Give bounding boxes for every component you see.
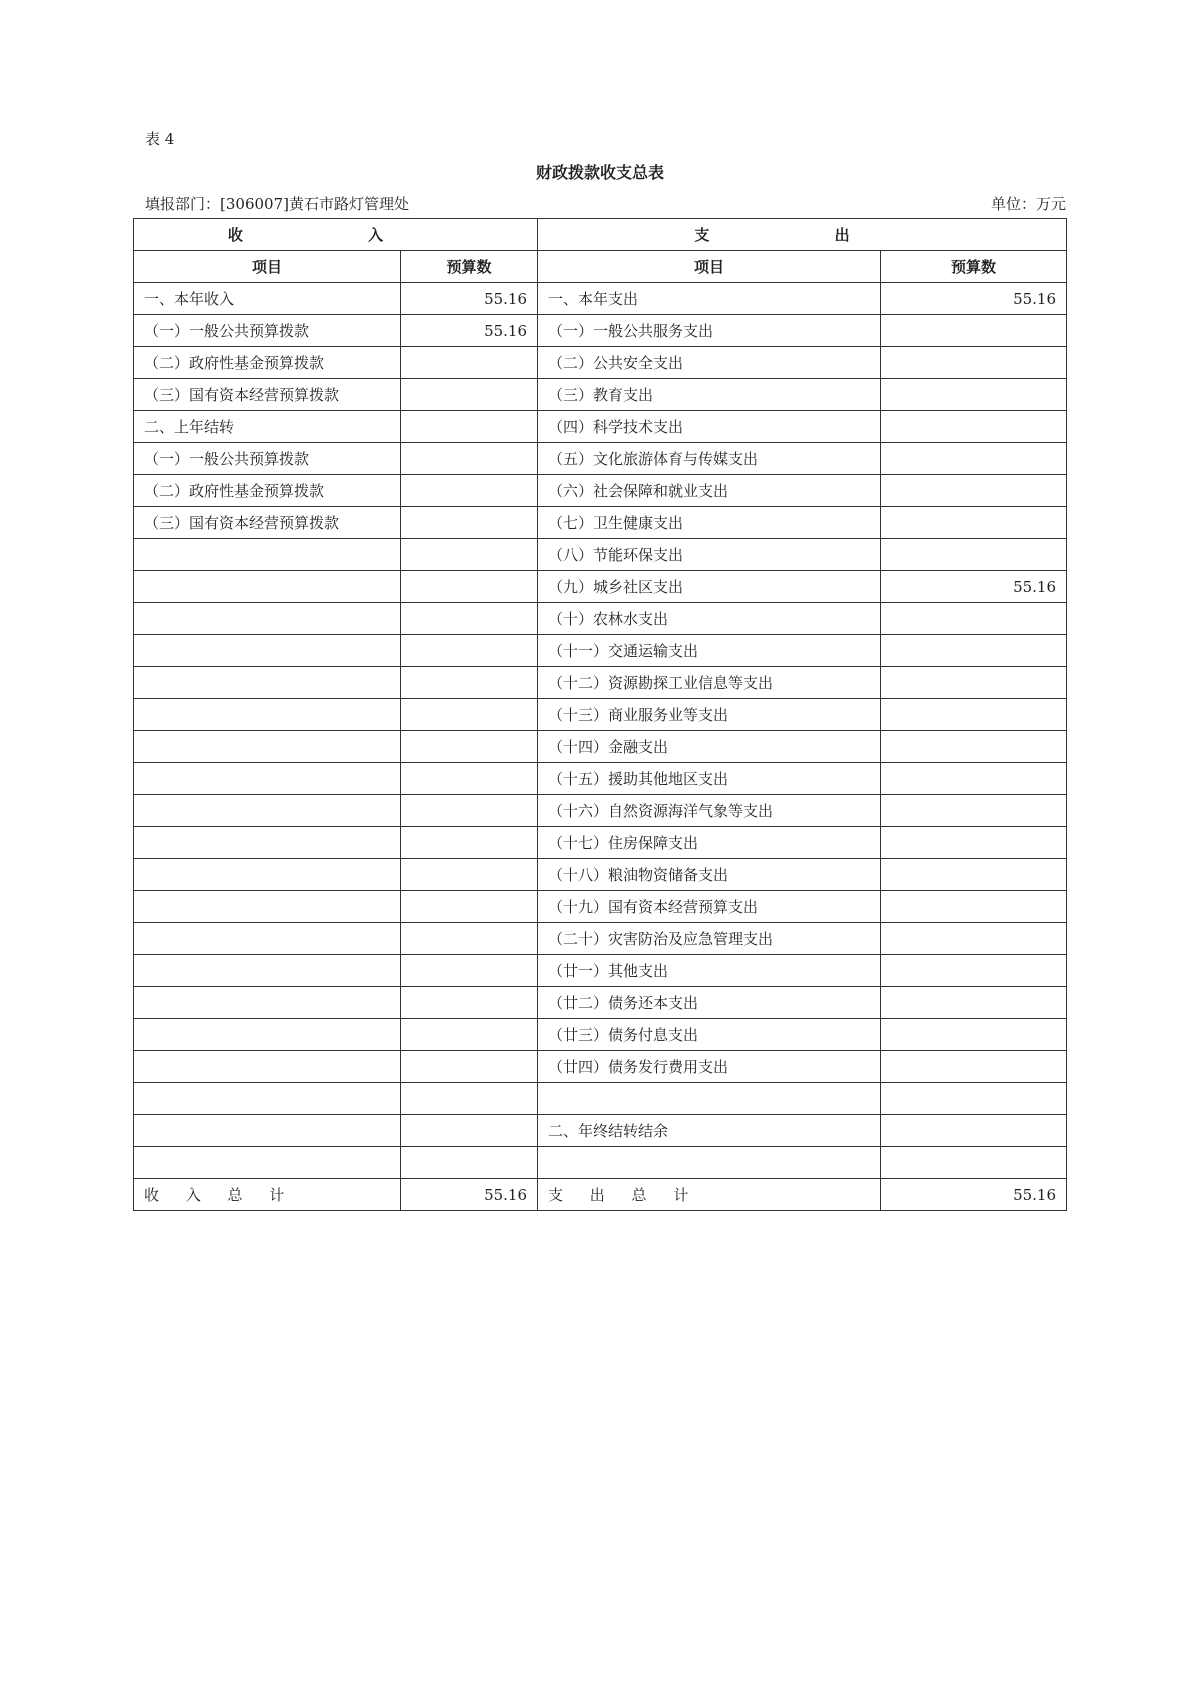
table-row	[134, 923, 1067, 955]
income-budget-header: 预算数	[401, 251, 538, 283]
expense-value-cell	[881, 923, 1067, 955]
table-row	[134, 475, 1067, 507]
expense-item-cell: （六）社会保障和就业支出	[538, 475, 881, 507]
table-row	[134, 347, 1067, 379]
table-row	[134, 411, 1067, 443]
table-row	[134, 1115, 1067, 1147]
total-row	[134, 1179, 1067, 1211]
income-value-cell	[401, 571, 538, 603]
expense-value-cell	[881, 379, 1067, 411]
income-item-cell	[134, 1051, 401, 1083]
expense-item-cell: （廿四）债务发行费用支出	[538, 1051, 881, 1083]
expense-item-cell: （四）科学技术支出	[538, 411, 881, 443]
expense-item-cell: （廿一）其他支出	[538, 955, 881, 987]
income-value-cell	[401, 987, 538, 1019]
income-value-cell	[401, 699, 538, 731]
expense-item-cell: （九）城乡社区支出	[538, 571, 881, 603]
table-row	[134, 1147, 1067, 1179]
table-row	[134, 827, 1067, 859]
unit-label: 单位：万元	[990, 195, 1066, 213]
income-value-cell	[401, 827, 538, 859]
income-value-cell: 55.16	[401, 315, 538, 347]
table-row	[134, 1051, 1067, 1083]
income-value-cell	[401, 763, 538, 795]
income-item-cell	[134, 923, 401, 955]
income-item-cell	[134, 667, 401, 699]
expense-total-label	[538, 1179, 881, 1211]
table-number: 表 4	[145, 130, 175, 148]
expense-value-cell	[881, 955, 1067, 987]
expense-item-cell: （十三）商业服务业等支出	[538, 699, 881, 731]
income-value-cell	[401, 475, 538, 507]
expense-value-cell	[881, 1115, 1067, 1147]
income-value-cell	[401, 923, 538, 955]
expense-value-cell	[881, 539, 1067, 571]
expense-item-cell: （五）文化旅游体育与传媒支出	[538, 443, 881, 475]
expense-total-value: 55.16	[881, 1179, 1067, 1211]
income-item-header: 项目	[134, 251, 401, 283]
income-value-cell	[401, 635, 538, 667]
expense-value-cell	[881, 1083, 1067, 1115]
expense-value-cell	[881, 1019, 1067, 1051]
table-row	[134, 699, 1067, 731]
table-row	[134, 603, 1067, 635]
expense-item-cell: （廿二）债务还本支出	[538, 987, 881, 1019]
table-row	[134, 283, 1067, 315]
table-row	[134, 443, 1067, 475]
expense-value-cell	[881, 1051, 1067, 1083]
income-item-cell: （三）国有资本经营预算拨款	[134, 379, 401, 411]
expense-item-cell: （十四）金融支出	[538, 731, 881, 763]
income-item-cell	[134, 571, 401, 603]
expense-value-cell	[881, 507, 1067, 539]
expense-item-cell: 二、年终结转结余	[538, 1115, 881, 1147]
expense-budget-header: 预算数	[881, 251, 1067, 283]
page-title: 财政拨款收支总表	[535, 163, 664, 182]
income-value-cell	[401, 795, 538, 827]
budget-table	[133, 218, 1067, 1211]
expense-value-cell	[881, 699, 1067, 731]
expense-value-cell	[881, 731, 1067, 763]
expense-item-cell: （八）节能环保支出	[538, 539, 881, 571]
expense-value-cell	[881, 475, 1067, 507]
table-row	[134, 539, 1067, 571]
expense-value-cell	[881, 443, 1067, 475]
expense-item-cell: （二十）灾害防治及应急管理支出	[538, 923, 881, 955]
expense-item-cell: （二）公共安全支出	[538, 347, 881, 379]
income-group-label: 收 入	[227, 226, 444, 244]
table-row	[134, 635, 1067, 667]
income-item-cell	[134, 1115, 401, 1147]
income-item-cell: 一、本年收入	[134, 283, 401, 315]
income-value-cell: 55.16	[401, 283, 538, 315]
income-item-cell	[134, 539, 401, 571]
income-total-label	[134, 1179, 401, 1211]
income-item-cell	[134, 1147, 401, 1179]
expense-value-cell	[881, 763, 1067, 795]
expense-item-cell: （十一）交通运输支出	[538, 635, 881, 667]
table-row	[134, 859, 1067, 891]
income-value-cell	[401, 891, 538, 923]
expense-value-cell	[881, 635, 1067, 667]
income-item-cell: （一）一般公共预算拨款	[134, 315, 401, 347]
income-value-cell	[401, 603, 538, 635]
income-value-cell	[401, 347, 538, 379]
income-item-cell	[134, 955, 401, 987]
income-item-cell: （二）政府性基金预算拨款	[134, 475, 401, 507]
table-row	[134, 731, 1067, 763]
expense-value-cell	[881, 667, 1067, 699]
income-item-cell: （一）一般公共预算拨款	[134, 443, 401, 475]
income-item-cell	[134, 859, 401, 891]
expense-group-label: 支 出	[694, 226, 910, 244]
income-value-cell	[401, 443, 538, 475]
income-value-cell	[401, 667, 538, 699]
income-value-cell	[401, 1115, 538, 1147]
income-item-cell	[134, 763, 401, 795]
expense-item-cell: （十五）援助其他地区支出	[538, 763, 881, 795]
table-row	[134, 667, 1067, 699]
expense-item-cell: （十六）自然资源海洋气象等支出	[538, 795, 881, 827]
income-value-cell	[401, 1147, 538, 1179]
income-value-cell	[401, 731, 538, 763]
expense-value-cell	[881, 795, 1067, 827]
table-row	[134, 955, 1067, 987]
column-header-row	[134, 251, 1067, 283]
income-value-cell	[401, 539, 538, 571]
expense-item-cell: （十二）资源勘探工业信息等支出	[538, 667, 881, 699]
expense-value-cell: 55.16	[881, 283, 1067, 315]
income-group-header	[134, 219, 538, 251]
expense-item-cell: （十八）粮油物资储备支出	[538, 859, 881, 891]
income-total-text: 收 入 总 计	[144, 1186, 285, 1204]
expense-value-cell	[881, 315, 1067, 347]
expense-total-text: 支 出 总 计	[548, 1186, 689, 1204]
expense-value-cell	[881, 411, 1067, 443]
expense-value-cell	[881, 827, 1067, 859]
table-row	[134, 763, 1067, 795]
expense-value-cell	[881, 987, 1067, 1019]
expense-value-cell	[881, 891, 1067, 923]
table-row	[134, 379, 1067, 411]
expense-item-cell	[538, 1147, 881, 1179]
expense-item-cell: （七）卫生健康支出	[538, 507, 881, 539]
table-row	[134, 571, 1067, 603]
income-value-cell	[401, 1019, 538, 1051]
income-item-cell	[134, 603, 401, 635]
department-label: 填报部门：[306007]黄石市路灯管理处	[145, 195, 409, 213]
income-value-cell	[401, 859, 538, 891]
expense-item-cell	[538, 1083, 881, 1115]
income-item-cell: 二、上年结转	[134, 411, 401, 443]
income-value-cell	[401, 1083, 538, 1115]
income-item-cell	[134, 827, 401, 859]
expense-item-cell: （三）教育支出	[538, 379, 881, 411]
income-item-cell: （二）政府性基金预算拨款	[134, 347, 401, 379]
table-row	[134, 795, 1067, 827]
income-item-cell	[134, 699, 401, 731]
expense-item-cell: （十九）国有资本经营预算支出	[538, 891, 881, 923]
income-value-cell	[401, 507, 538, 539]
expense-value-cell	[881, 603, 1067, 635]
table-row	[134, 891, 1067, 923]
expense-item-cell: （十）农林水支出	[538, 603, 881, 635]
income-item-cell	[134, 891, 401, 923]
expense-group-header	[538, 219, 1067, 251]
table-body	[134, 283, 1067, 1179]
table-row	[134, 315, 1067, 347]
income-item-cell	[134, 731, 401, 763]
income-value-cell	[401, 955, 538, 987]
group-header-row	[134, 219, 1067, 251]
income-item-cell	[134, 1019, 401, 1051]
income-item-cell: （三）国有资本经营预算拨款	[134, 507, 401, 539]
income-item-cell	[134, 795, 401, 827]
table-row	[134, 1019, 1067, 1051]
table-row	[134, 1083, 1067, 1115]
expense-item-cell: （十七）住房保障支出	[538, 827, 881, 859]
income-item-cell	[134, 635, 401, 667]
expense-value-cell	[881, 859, 1067, 891]
table-row	[134, 987, 1067, 1019]
expense-item-cell: （廿三）债务付息支出	[538, 1019, 881, 1051]
expense-value-cell	[881, 1147, 1067, 1179]
expense-item-cell: 一、本年支出	[538, 283, 881, 315]
income-total-value: 55.16	[401, 1179, 538, 1211]
expense-value-cell: 55.16	[881, 571, 1067, 603]
table-row	[134, 507, 1067, 539]
income-value-cell	[401, 1051, 538, 1083]
expense-item-header: 项目	[538, 251, 881, 283]
income-item-cell	[134, 987, 401, 1019]
income-value-cell	[401, 379, 538, 411]
expense-value-cell	[881, 347, 1067, 379]
expense-item-cell: （一）一般公共服务支出	[538, 315, 881, 347]
income-item-cell	[134, 1083, 401, 1115]
income-value-cell	[401, 411, 538, 443]
